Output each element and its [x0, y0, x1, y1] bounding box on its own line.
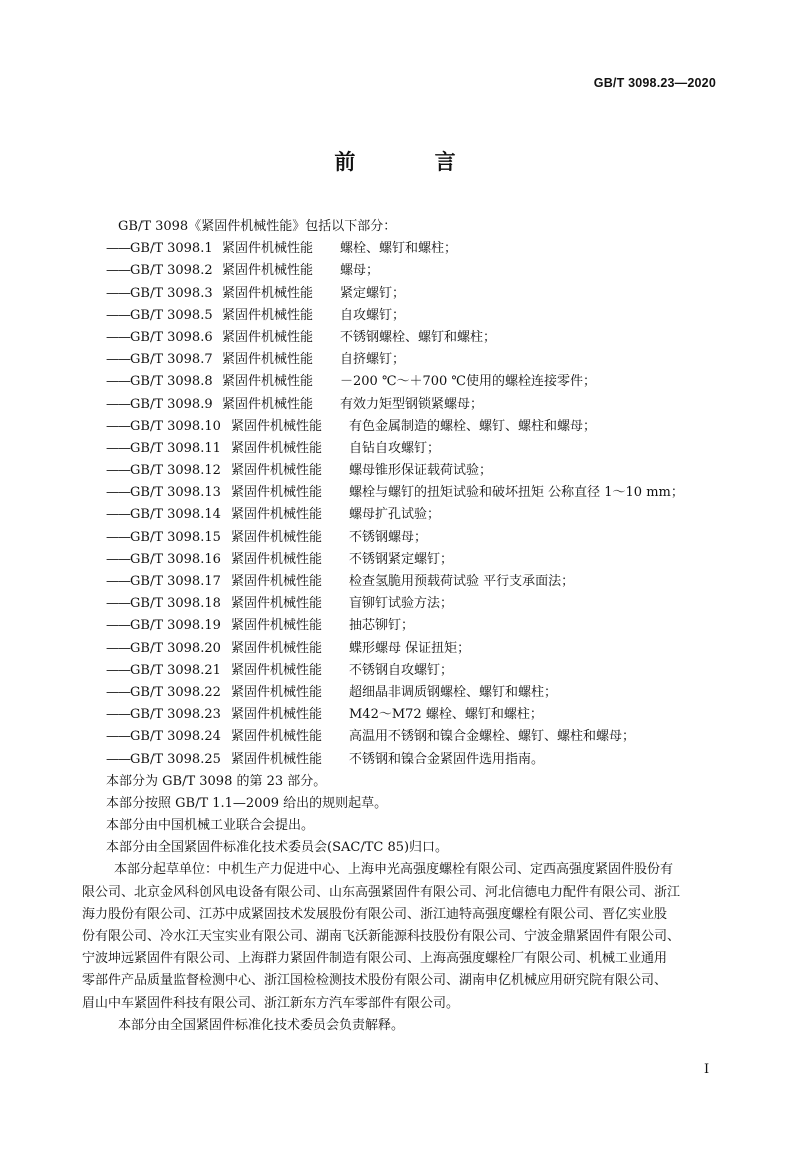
- dash-marker: ——: [106, 307, 130, 323]
- drafters-line: 本部分起草单位：中机生产力促进中心、上海申光高强度螺栓有限公司、定西高强度紧固件股份有: [114, 862, 674, 878]
- list-item: [106, 549, 726, 571]
- dash-marker: ——: [106, 640, 130, 656]
- list-item: [106, 571, 726, 593]
- standard-description: 检查氢脆用预载荷试验 平行支承面法；: [349, 574, 575, 589]
- standard-category: 紧固件机械性能: [231, 618, 323, 634]
- dash-marker: ——: [106, 418, 130, 434]
- standard-number: GB/T 3098.1: [130, 241, 213, 257]
- standard-category: 紧固件机械性能: [231, 596, 323, 612]
- list-item: [106, 283, 726, 305]
- standard-description: 螺母；: [340, 263, 380, 279]
- list-item: [106, 749, 726, 771]
- standard-number: GB/T 3098.7: [130, 352, 213, 368]
- standard-number: GB/T 3098.19: [130, 618, 221, 634]
- standard-number: GB/T 3098.11: [130, 440, 221, 456]
- dash-marker: ——: [106, 707, 130, 723]
- drafters-line: 海力股份有限公司、江苏中成紧固技术发展股份有限公司、浙江迪特高强度螺栓有限公司、晋亿实业股: [82, 906, 668, 922]
- standard-category: 紧固件机械性能: [231, 684, 323, 700]
- standard-description: 不锈钢自攻螺钉；: [349, 662, 454, 678]
- standard-category: 紧固件机械性能: [231, 574, 323, 589]
- standard-description: 自攻螺钉；: [340, 307, 406, 323]
- notes-list: [106, 771, 726, 860]
- drafters-line: 限公司、北京金风科创风电设备有限公司、山东高强紧固件有限公司、河北信德电力配件有限公司、浙江: [82, 884, 681, 900]
- list-item: [106, 726, 726, 748]
- list-item: [106, 416, 726, 438]
- list-item: [106, 704, 726, 726]
- intro-line: GB/T 3098《紧固件机械性能》包括以下部分：: [118, 219, 397, 234]
- dash-marker: ——: [106, 618, 130, 634]
- dash-marker: ——: [106, 662, 130, 678]
- standard-number: GB/T 3098.17: [130, 574, 221, 589]
- standard-number: GB/T 3098.18: [130, 596, 221, 612]
- dash-marker: ——: [106, 241, 130, 257]
- standard-number: GB/T 3098.21: [130, 662, 221, 678]
- standard-description: M42～M72 螺栓、螺钉和螺柱；: [349, 707, 543, 723]
- standard-category: 紧固件机械性能: [231, 751, 323, 767]
- list-item: [106, 394, 726, 416]
- standard-number: GB/T 3098.24: [130, 729, 221, 745]
- dash-marker: ——: [106, 263, 130, 279]
- standard-number: GB/T 3098.5: [130, 307, 213, 323]
- page-title: 前 言: [334, 149, 492, 174]
- standard-description: 螺母扩孔试验；: [349, 507, 441, 523]
- standard-description: 高温用不锈钢和镍合金螺栓、螺钉、螺柱和螺母；: [349, 729, 636, 745]
- dash-marker: ——: [106, 551, 130, 567]
- dash-marker: ——: [106, 285, 130, 301]
- note-line: 本部分由全国紧固件标准化技术委员会(SAC/TC 85)归口。: [106, 840, 449, 856]
- dash-marker: ——: [106, 684, 130, 700]
- standard-number: GB/T 3098.16: [130, 551, 221, 567]
- standard-description: 蝶形螺母 保证扭矩；: [349, 640, 471, 656]
- standard-category: 紧固件机械性能: [231, 529, 323, 545]
- standard-category: 紧固件机械性能: [222, 329, 314, 345]
- dash-marker: ——: [106, 440, 130, 456]
- list-item: [106, 593, 726, 615]
- list-item: [106, 327, 726, 349]
- note-line: 本部分由中国机械工业联合会提出。: [106, 818, 315, 834]
- standard-description: 不锈钢紧定螺钉；: [349, 551, 454, 567]
- dash-marker: ——: [106, 485, 130, 501]
- standard-description: 自挤螺钉；: [340, 352, 406, 368]
- standard-description: 超细晶非调质钢螺栓、螺钉和螺柱；: [349, 684, 558, 700]
- standard-description: 盲铆钉试验方法；: [349, 596, 454, 612]
- list-item: [106, 260, 726, 282]
- foreword-content: [82, 216, 726, 1037]
- list-item: [106, 660, 726, 682]
- standard-category: 紧固件机械性能: [231, 729, 323, 745]
- standard-description: 螺栓、螺钉和螺柱；: [340, 241, 458, 257]
- standard-category: 紧固件机械性能: [222, 352, 314, 368]
- standard-category: 紧固件机械性能: [222, 396, 314, 412]
- dash-marker: ——: [106, 507, 130, 523]
- standard-number: GB/T 3098.10: [130, 418, 221, 434]
- standard-category: 紧固件机械性能: [231, 418, 323, 434]
- page-number: I: [704, 1062, 710, 1077]
- standard-description: 不锈钢螺栓、螺钉和螺柱；: [340, 329, 497, 345]
- note-line: 本部分按照 GB/T 1.1—2009 给出的规则起草。: [106, 795, 388, 811]
- standard-number: GB/T 3098.23: [130, 707, 221, 723]
- drafters-line: 零部件产品质量监督检测中心、浙江国检检测技术股份有限公司、湖南申亿机械应用研究院有限公司、: [82, 973, 668, 989]
- list-item: [106, 638, 726, 660]
- standard-category: 紧固件机械性能: [231, 707, 323, 723]
- standard-number: GB/T 3098.12: [130, 463, 221, 479]
- dash-marker: ——: [106, 396, 130, 412]
- list-item: [106, 460, 726, 482]
- list-item: [106, 615, 726, 637]
- standard-parts-list: [106, 238, 726, 771]
- dash-marker: ——: [106, 751, 130, 767]
- interpretation-line: 本部分由全国紧固件标准化技术委员会负责解释。: [118, 1017, 405, 1033]
- note-line: 本部分为 GB/T 3098 的第 23 部分。: [106, 773, 327, 789]
- drafters-line: 眉山中车紧固件科技有限公司、浙江新东方汽车零部件有限公司。: [82, 995, 460, 1011]
- standard-category: 紧固件机械性能: [222, 307, 314, 323]
- dash-marker: ——: [106, 729, 130, 745]
- standard-number: GB/T 3098.14: [130, 507, 221, 523]
- standard-number: GB/T 3098.13: [130, 485, 221, 501]
- standard-description: 螺母锥形保证载荷试验；: [349, 463, 493, 479]
- drafters-line: 宁波坤远紧固件有限公司、上海群力紧固件制造有限公司、上海高强度螺栓厂有限公司、机械工业通用: [82, 951, 668, 967]
- standard-number: GB/T 3098.2: [130, 263, 213, 279]
- standard-number: GB/T 3098.15: [130, 529, 221, 545]
- dash-marker: ——: [106, 374, 130, 390]
- standard-category: 紧固件机械性能: [231, 485, 323, 501]
- standard-description: 紧定螺钉；: [340, 285, 406, 301]
- list-item: [106, 371, 726, 393]
- standard-description: 螺栓与螺钉的扭矩试验和破坏扭矩 公称直径 1～10 mm；: [349, 485, 684, 501]
- list-item: [106, 438, 726, 460]
- list-item: [106, 482, 726, 504]
- list-item: [106, 527, 726, 549]
- standard-category: 紧固件机械性能: [231, 551, 323, 567]
- standard-description: 有色金属制造的螺栓、螺钉、螺柱和螺母；: [349, 418, 597, 434]
- standard-number: GB/T 3098.8: [130, 374, 213, 390]
- list-item: [106, 238, 726, 260]
- dash-marker: ——: [106, 352, 130, 368]
- standard-category: 紧固件机械性能: [231, 507, 323, 523]
- standard-number: GB/T 3098.22: [130, 684, 221, 700]
- list-item: [106, 305, 726, 327]
- dash-marker: ——: [106, 574, 130, 589]
- standard-number: GB/T 3098.25: [130, 751, 221, 767]
- standard-category: 紧固件机械性能: [222, 241, 314, 257]
- drafters-line: 份有限公司、冷水江天宝实业有限公司、湖南飞沃新能源科技股份有限公司、宁波金鼎紧固件有限公司、: [82, 929, 681, 944]
- standard-description: 自钻自攻螺钉；: [349, 440, 441, 456]
- dash-marker: ——: [106, 463, 130, 479]
- standard-number: GB/T 3098.6: [130, 329, 213, 345]
- standard-description: －200 ℃～＋700 ℃使用的螺栓连接零件；: [340, 374, 596, 390]
- drafters-paragraph: [82, 859, 726, 1014]
- dash-marker: ——: [106, 596, 130, 612]
- standard-category: 紧固件机械性能: [222, 263, 314, 279]
- standard-number: GB/T 3098.3: [130, 285, 213, 301]
- standard-category: 紧固件机械性能: [231, 440, 323, 456]
- list-item: [106, 349, 726, 371]
- standard-category: 紧固件机械性能: [222, 285, 314, 301]
- standard-number: GB/T 3098.9: [130, 396, 213, 412]
- standard-category: 紧固件机械性能: [231, 662, 323, 678]
- dash-marker: ——: [106, 329, 130, 345]
- document-code: GB/T 3098.23—2020: [593, 76, 716, 90]
- list-item: [106, 504, 726, 526]
- standard-category: 紧固件机械性能: [222, 374, 314, 390]
- standard-description: 抽芯铆钉；: [349, 618, 415, 634]
- standard-description: 不锈钢和镍合金紧固件选用指南。: [349, 751, 545, 767]
- standard-description: 不锈钢螺母；: [349, 529, 428, 545]
- standard-category: 紧固件机械性能: [231, 463, 323, 479]
- dash-marker: ——: [106, 529, 130, 545]
- list-item: [106, 682, 726, 704]
- standard-description: 有效力矩型钢锁紧螺母；: [340, 396, 484, 412]
- standard-number: GB/T 3098.20: [130, 640, 221, 656]
- standard-category: 紧固件机械性能: [231, 640, 323, 656]
